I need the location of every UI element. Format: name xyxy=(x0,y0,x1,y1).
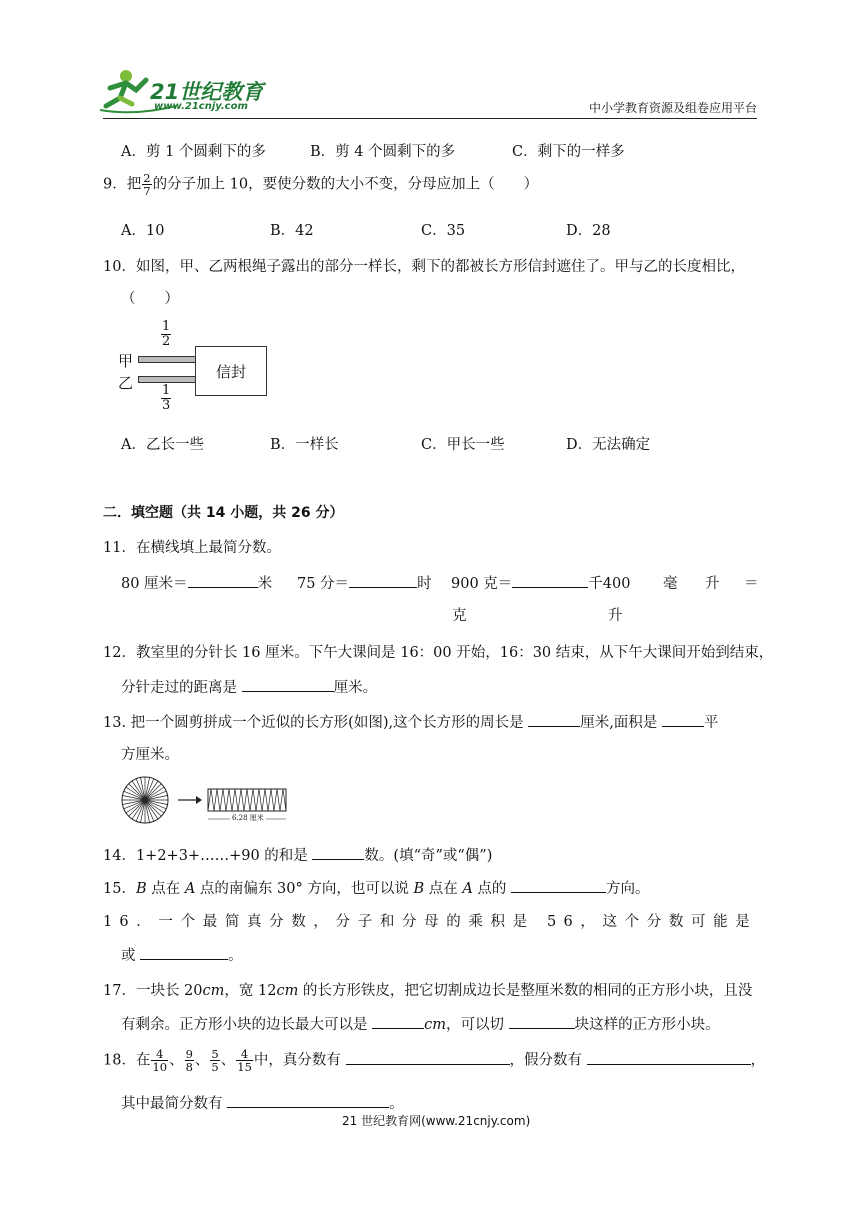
q10-fig-yi: 乙 xyxy=(118,374,134,392)
logo-text: 21世纪教育 xyxy=(150,80,264,104)
header-divider xyxy=(103,118,757,119)
q13-blank-area[interactable] xyxy=(662,711,704,727)
q11-answers: 80 厘米＝ 米 xyxy=(121,572,272,593)
q9-option-b: B．42 xyxy=(270,223,314,239)
q11-blank-b[interactable] xyxy=(349,572,417,588)
question-16: 16．一个最简真分数，分子和分母的乘积是 56，这个分数可能是 xyxy=(103,914,757,930)
q10-envelope: 信封 xyxy=(195,346,267,396)
logo-subtext: www.21cnjy.com xyxy=(154,101,248,112)
q17-blank-count[interactable] xyxy=(509,1013,575,1029)
q11-d-wrap: 升 xyxy=(608,608,623,624)
footer: 21 世纪教育网(www.21cnjy.com) xyxy=(342,1114,531,1128)
q10-fig-jia: 甲 xyxy=(118,352,134,370)
q8-option-c: C．剩下的一样多 xyxy=(512,144,625,160)
q16-blank[interactable] xyxy=(140,944,228,960)
header-platform-text: 中小学教育资源及组卷应用平台 xyxy=(588,101,757,115)
q10-rope-yi xyxy=(138,376,197,383)
q11-c-wrap: 克 xyxy=(452,608,467,624)
question-9: 9．把 $\frac{2}{7}$ 的分子加上 10，要使分数的大小不变，分母应加上（ ） xyxy=(103,171,539,198)
q11-d-eq: ＝ xyxy=(744,576,759,592)
question-11: 11．在横线填上最简分数。 xyxy=(103,540,281,556)
q10-option-c: C．甲长一些 xyxy=(421,437,505,453)
q17-blank-side[interactable] xyxy=(372,1013,424,1029)
q11-blank-a[interactable] xyxy=(188,572,258,588)
question-15: 15．B 点在 A 点的南偏东 30° 方向，也可以说 B 点在 A 点的 方向。 xyxy=(103,877,650,898)
section-title: 二．填空题（共 14 小题，共 26 分） xyxy=(103,505,344,521)
q10-fig-bottom-fraction: $\frac{1}{3}$ xyxy=(162,383,171,413)
q10-rope-jia xyxy=(138,356,197,363)
q18-blank-simplest[interactable] xyxy=(227,1092,389,1108)
q13-figure xyxy=(120,775,290,825)
q10-paren: （ ） xyxy=(121,291,179,307)
q11-blank-c[interactable] xyxy=(512,572,588,588)
question-10: 10．如图，甲、乙两根绳子露出的部分一样长，剩下的都被长方形信封遮住了。甲与乙的长度相比， xyxy=(103,259,745,275)
q9-option-c: C．35 xyxy=(421,223,466,239)
q10-option-b: B．一样长 xyxy=(270,437,339,453)
q11-d-mid2: 升 xyxy=(705,576,720,592)
q13-fig-label: 6.28 厘米 xyxy=(232,814,264,822)
q8-option-b: B．剪 4 个圆剩下的多 xyxy=(310,144,456,160)
q13-blank-perimeter[interactable] xyxy=(528,711,580,727)
q13-line2: 方厘米。 xyxy=(121,747,179,763)
q9-option-d: D．28 xyxy=(566,223,611,239)
question-13: 13. 把一个圆剪拼成一个近似的长方形(如图),这个长方形的周长是 厘米,面积是 平 xyxy=(103,711,718,732)
q18-blank-improper[interactable] xyxy=(587,1049,751,1065)
q10-fig-top-fraction: $\frac{1}{2}$ xyxy=(162,319,171,349)
q10-figure xyxy=(118,320,278,420)
question-17: 17．一块长 20cm，宽 12cm 的长方形铁皮，把它切割成边长是整厘米数的相同的正方形小块，且没 xyxy=(103,983,753,999)
question-14: 14．1+2+3+……+90 的和是 数。(填“奇”或“偶”) xyxy=(103,844,492,865)
q9-fraction: $\frac{2}{7}$ xyxy=(143,171,151,198)
q18-blank-proper[interactable] xyxy=(346,1049,510,1065)
q14-blank[interactable] xyxy=(312,844,364,860)
header-logo xyxy=(96,66,266,116)
q15-blank[interactable] xyxy=(511,877,606,893)
q9-option-a: A．10 xyxy=(121,223,165,239)
question-18: 18．在 $\frac{4}{10}$ 、 $\frac{9}{8}$ 、 $\frac{5}{5}$ 、 $\frac{4}{15}$ 中，真分数有 ，假分数有 ， xyxy=(103,1047,766,1074)
q10-option-d: D．无法确定 xyxy=(566,437,651,453)
q11-d-mid1: 毫 xyxy=(663,576,678,592)
q12-blank[interactable] xyxy=(242,676,334,692)
question-12: 12．教室里的分针长 16 厘米。下午大课间是 16：00 开始，16：30 结束，从下午大课间开始到结束， xyxy=(103,645,774,661)
q10-option-a: A．乙长一些 xyxy=(121,437,204,453)
q8-option-a: A．剪 1 个圆剩下的多 xyxy=(121,144,266,160)
